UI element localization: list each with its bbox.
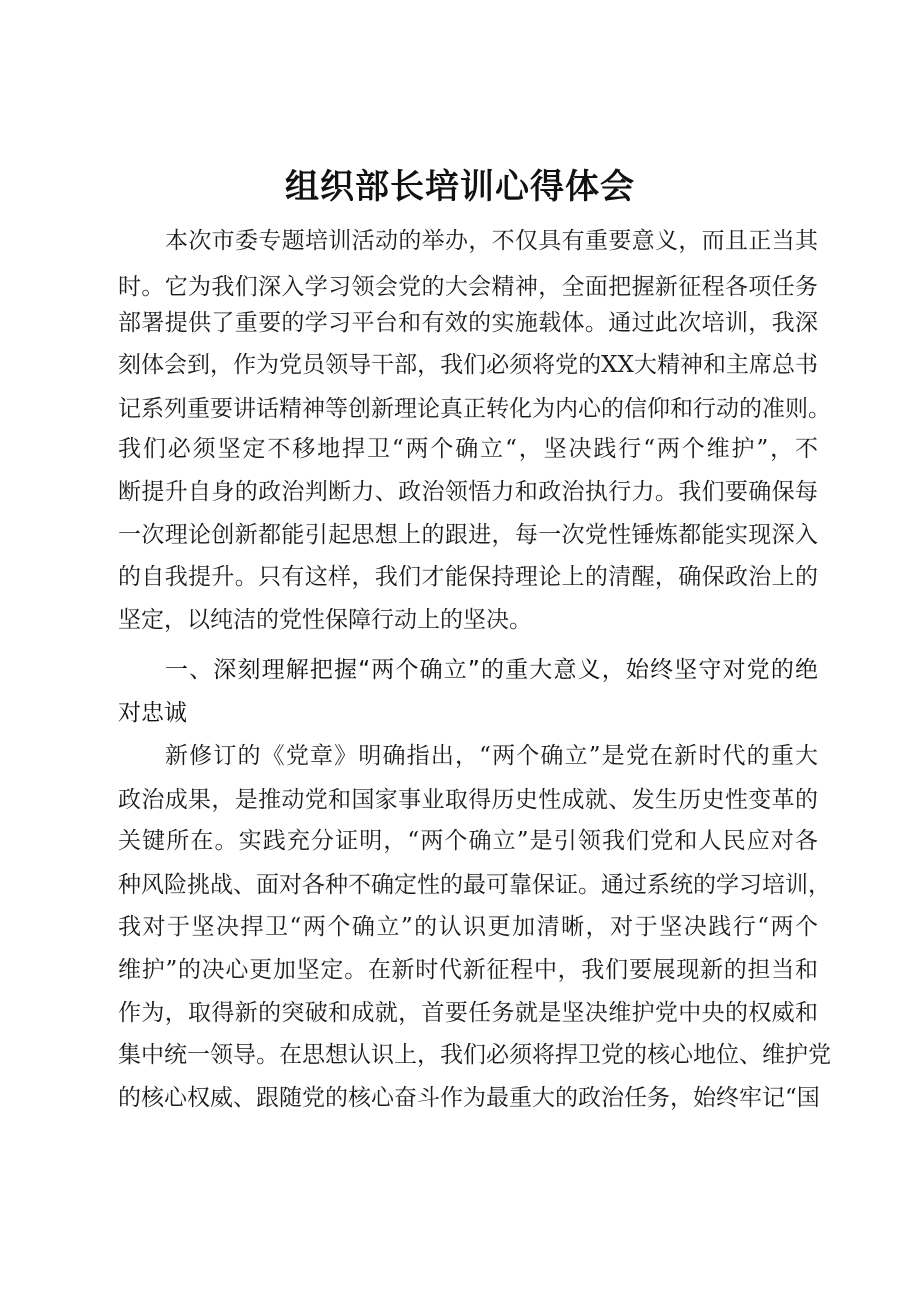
paragraph-1-line-3: 部署提供了重要的学习平台和有效的实施载体。通过此次培训，我深	[118, 310, 818, 336]
paragraph-1-line-4: 刻体会到，作为党员领导干部，我们必须将党的XX大精神和主席总书	[118, 352, 818, 378]
document-title: 组织部长培训心得体会	[285, 167, 635, 207]
paragraph-1-line-7: 断提升自身的政治判断力、政治领悟力和政治执行力。我们要确保每	[118, 479, 818, 505]
paragraph-1-line-9: 的自我提升。只有这样，我们才能保持理论上的清醒，确保政治上的	[118, 564, 818, 590]
paragraph-2-line-3: 关键所在。实践充分证明，“两个确立”是引领我们党和人民应对各	[118, 828, 818, 854]
paragraph-2-line-9: 的核心权威、跟随党的核心奋斗作为最重大的政治任务，始终牢记“国	[118, 1085, 820, 1111]
paragraph-2-line-5: 我对于坚决捍卫“两个确立”的认识更加清晰，对于坚决践行“两个	[118, 914, 818, 940]
section-heading-line-2: 对忠诚	[118, 700, 187, 726]
paragraph-2-line-7: 作为，取得新的突破和成就，首要任务就是坚决维护党中央的权威和	[118, 1000, 818, 1026]
paragraph-2-line-1: 新修订的《党章》明确指出，“两个确立”是党在新时代的重大	[165, 743, 818, 769]
paragraph-1-line-6: 我们必须坚定不移地捍卫“两个确立“，坚决践行“两个维护”，不	[118, 436, 818, 462]
paragraph-1-line-10: 坚定，以纯洁的党性保障行动上的坚决。	[118, 607, 532, 633]
paragraph-1-line-2: 时。它为我们深入学习领会党的大会精神，全面把握新征程各项任务	[118, 274, 818, 300]
paragraph-2-line-4: 种风险挑战、面对各种不确定性的最可靠保证。通过系统的学习培训，	[118, 872, 831, 898]
paragraph-1-line-8: 一次理论创新都能引起思想上的跟进，每一次党性锤炼都能实现深入	[118, 522, 818, 548]
paragraph-2-line-6: 维护”的决心更加坚定。在新时代新征程中，我们要展现新的担当和	[118, 957, 818, 983]
paragraph-2-line-2: 政治成果，是推动党和国家事业取得历史性成就、发生历史性变革的	[118, 787, 818, 813]
section-heading-line-1: 一、深刻理解把握“两个确立”的重大意义，始终坚守对党的绝	[165, 657, 818, 683]
paragraph-1-line-1: 本次市委专题培训活动的举办，不仅具有重要意义，而且正当其	[165, 228, 818, 254]
paragraph-2-line-8: 集中统一领导。在思想认识上，我们必须将捍卫党的核心地位、维护党	[118, 1042, 831, 1068]
paragraph-1-line-5: 记系列重要讲话精神等创新理论真正转化为内心的信仰和行动的准则。	[118, 396, 831, 422]
